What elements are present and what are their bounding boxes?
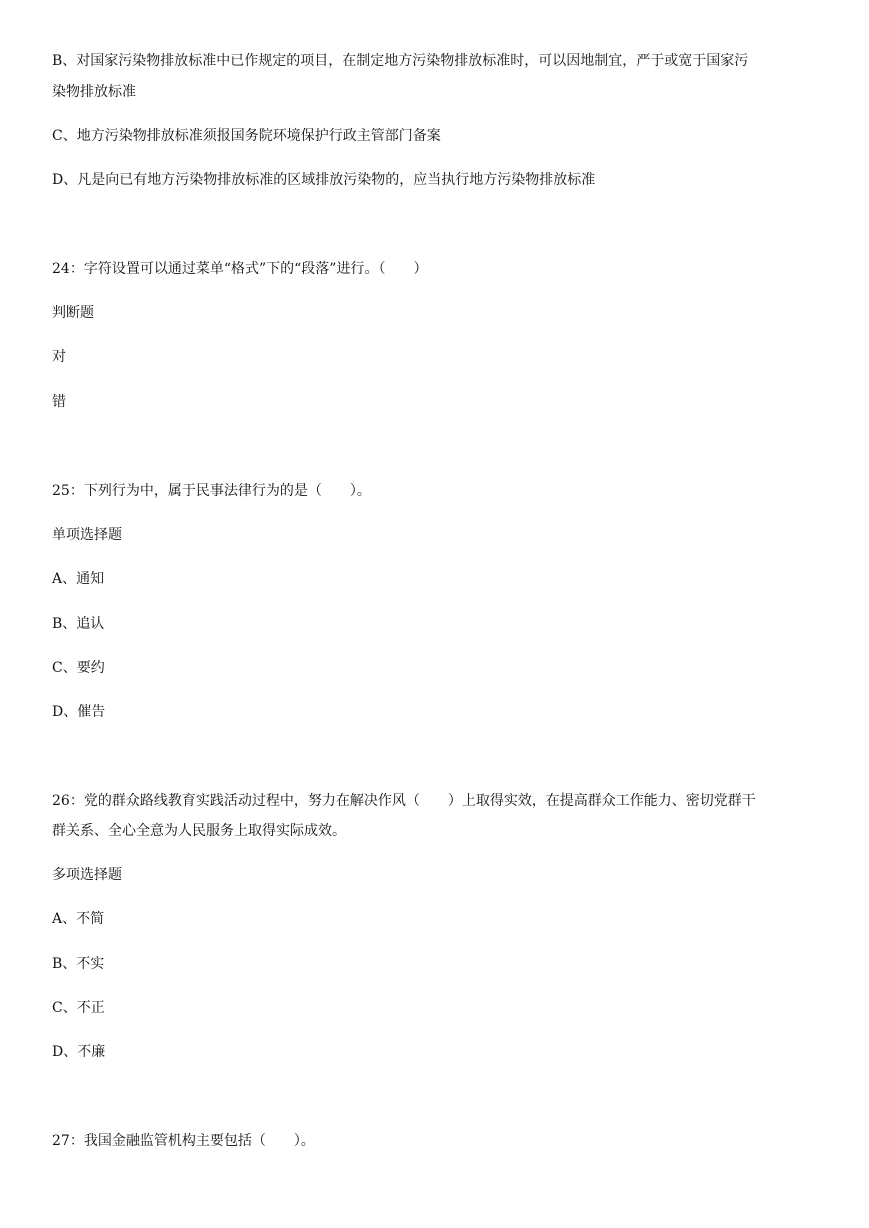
q26-option-d: D、不廉: [52, 1044, 106, 1060]
q26-option-a: A、不简: [52, 911, 105, 927]
q26-stem-line2: 群关系、全心全意为人民服务上取得实际成效。: [52, 823, 346, 839]
q24-type: 判断题: [52, 305, 94, 321]
q23-option-c: C、地方污染物排放标准须报国务院环境保护行政主管部门备案: [52, 128, 441, 144]
q25-option-a: A、通知: [52, 571, 105, 587]
q23-option-b-line1: B、对国家污染物排放标准中已作规定的项目，在制定地方污染物排放标准时，可以因地制宜，严于或宽于国家污: [52, 53, 749, 69]
q26-option-b: B、不实: [52, 956, 105, 972]
q27-stem: 27：我国金融监管机构主要包括（ ）。: [52, 1133, 315, 1149]
q26-option-c: C、不正: [52, 1000, 105, 1016]
q25-stem: 25：下列行为中，属于民事法律行为的是（ ）。: [52, 483, 371, 499]
q23-option-d: D、凡是向已有地方污染物排放标准的区域排放污染物的，应当执行地方污染物排放标准: [52, 172, 596, 188]
q25-option-d: D、催告: [52, 704, 106, 720]
q23-option-b-line2: 染物排放标准: [52, 84, 136, 100]
q25-option-c: C、要约: [52, 660, 105, 676]
q25-type: 单项选择题: [52, 527, 122, 543]
q24-stem: 24：字符设置可以通过菜单“格式”下的“段落”进行。（ ）: [52, 261, 428, 277]
q24-option-true: 对: [52, 349, 66, 365]
q25-option-b: B、追认: [52, 616, 105, 632]
q26-type: 多项选择题: [52, 867, 122, 883]
q24-option-false: 错: [52, 394, 66, 410]
q26-stem-line1: 26：党的群众路线教育实践活动过程中，努力在解决作风（ ）上取得实效，在提高群众工作能力、密切党群干: [52, 793, 756, 809]
